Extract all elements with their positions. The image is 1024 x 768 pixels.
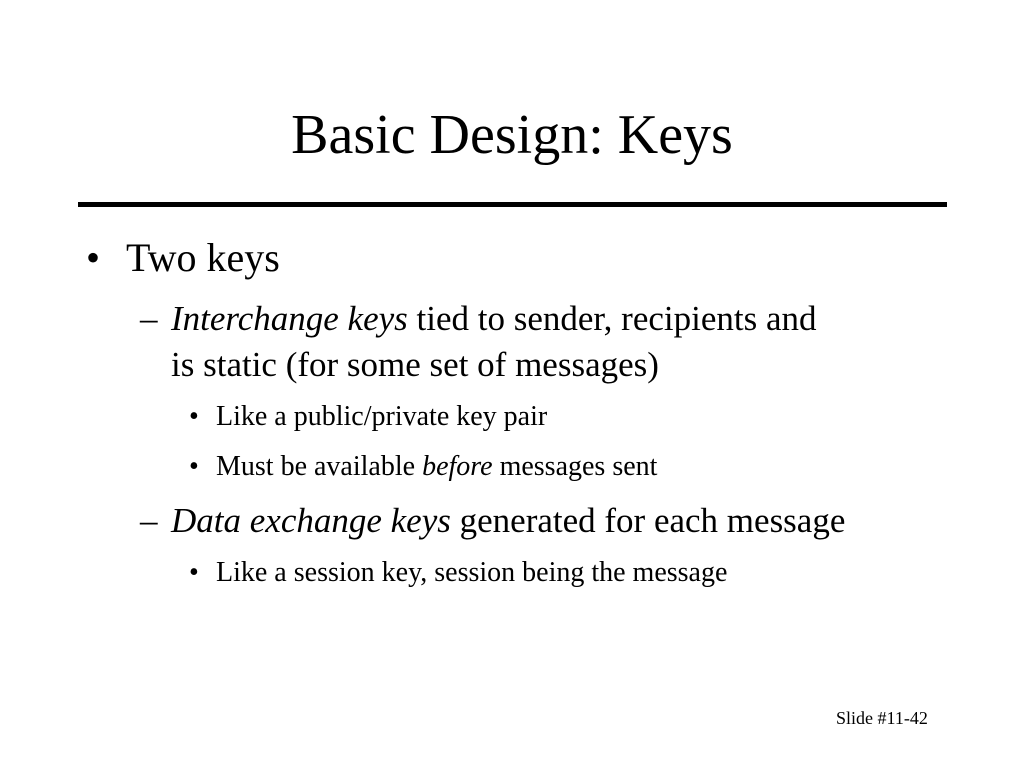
available-before-text-b: messages sent bbox=[492, 451, 658, 482]
slide-number: Slide #11-42 bbox=[836, 708, 928, 728]
available-before-text-a: Must be available bbox=[216, 451, 423, 482]
data-exchange-keys-text: generated for each message bbox=[450, 501, 846, 540]
bullet-marker-public-private: • bbox=[189, 401, 199, 432]
bullet-two-keys: Two keys bbox=[126, 235, 280, 280]
bullet-marker-two-keys: • bbox=[86, 235, 101, 280]
data-exchange-keys-term: Data exchange keys bbox=[171, 501, 451, 540]
subsubbullet-available-before bbox=[216, 450, 657, 484]
subsubbullet-session-key: Like a session key, session being the message bbox=[216, 557, 728, 588]
subsubbullet-public-private: Like a public/private key pair bbox=[216, 401, 548, 432]
dash-marker-interchange: – bbox=[140, 299, 158, 338]
subbullet-data-exchange-keys bbox=[171, 499, 845, 543]
subbullet-interchange-keys-cont: is static (for some set of messages) bbox=[171, 345, 659, 384]
interchange-keys-term: Interchange keys bbox=[171, 299, 408, 338]
bullet-marker-available-before: • bbox=[189, 451, 199, 482]
interchange-keys-text: tied to sender, recipients and bbox=[407, 299, 817, 338]
before-term: before bbox=[422, 451, 493, 482]
subbullet-interchange-keys bbox=[171, 297, 817, 341]
bullet-marker-session-key: • bbox=[189, 557, 199, 588]
slide-title: Basic Design: Keys bbox=[291, 104, 733, 166]
dash-marker-data-exchange: – bbox=[140, 501, 158, 540]
